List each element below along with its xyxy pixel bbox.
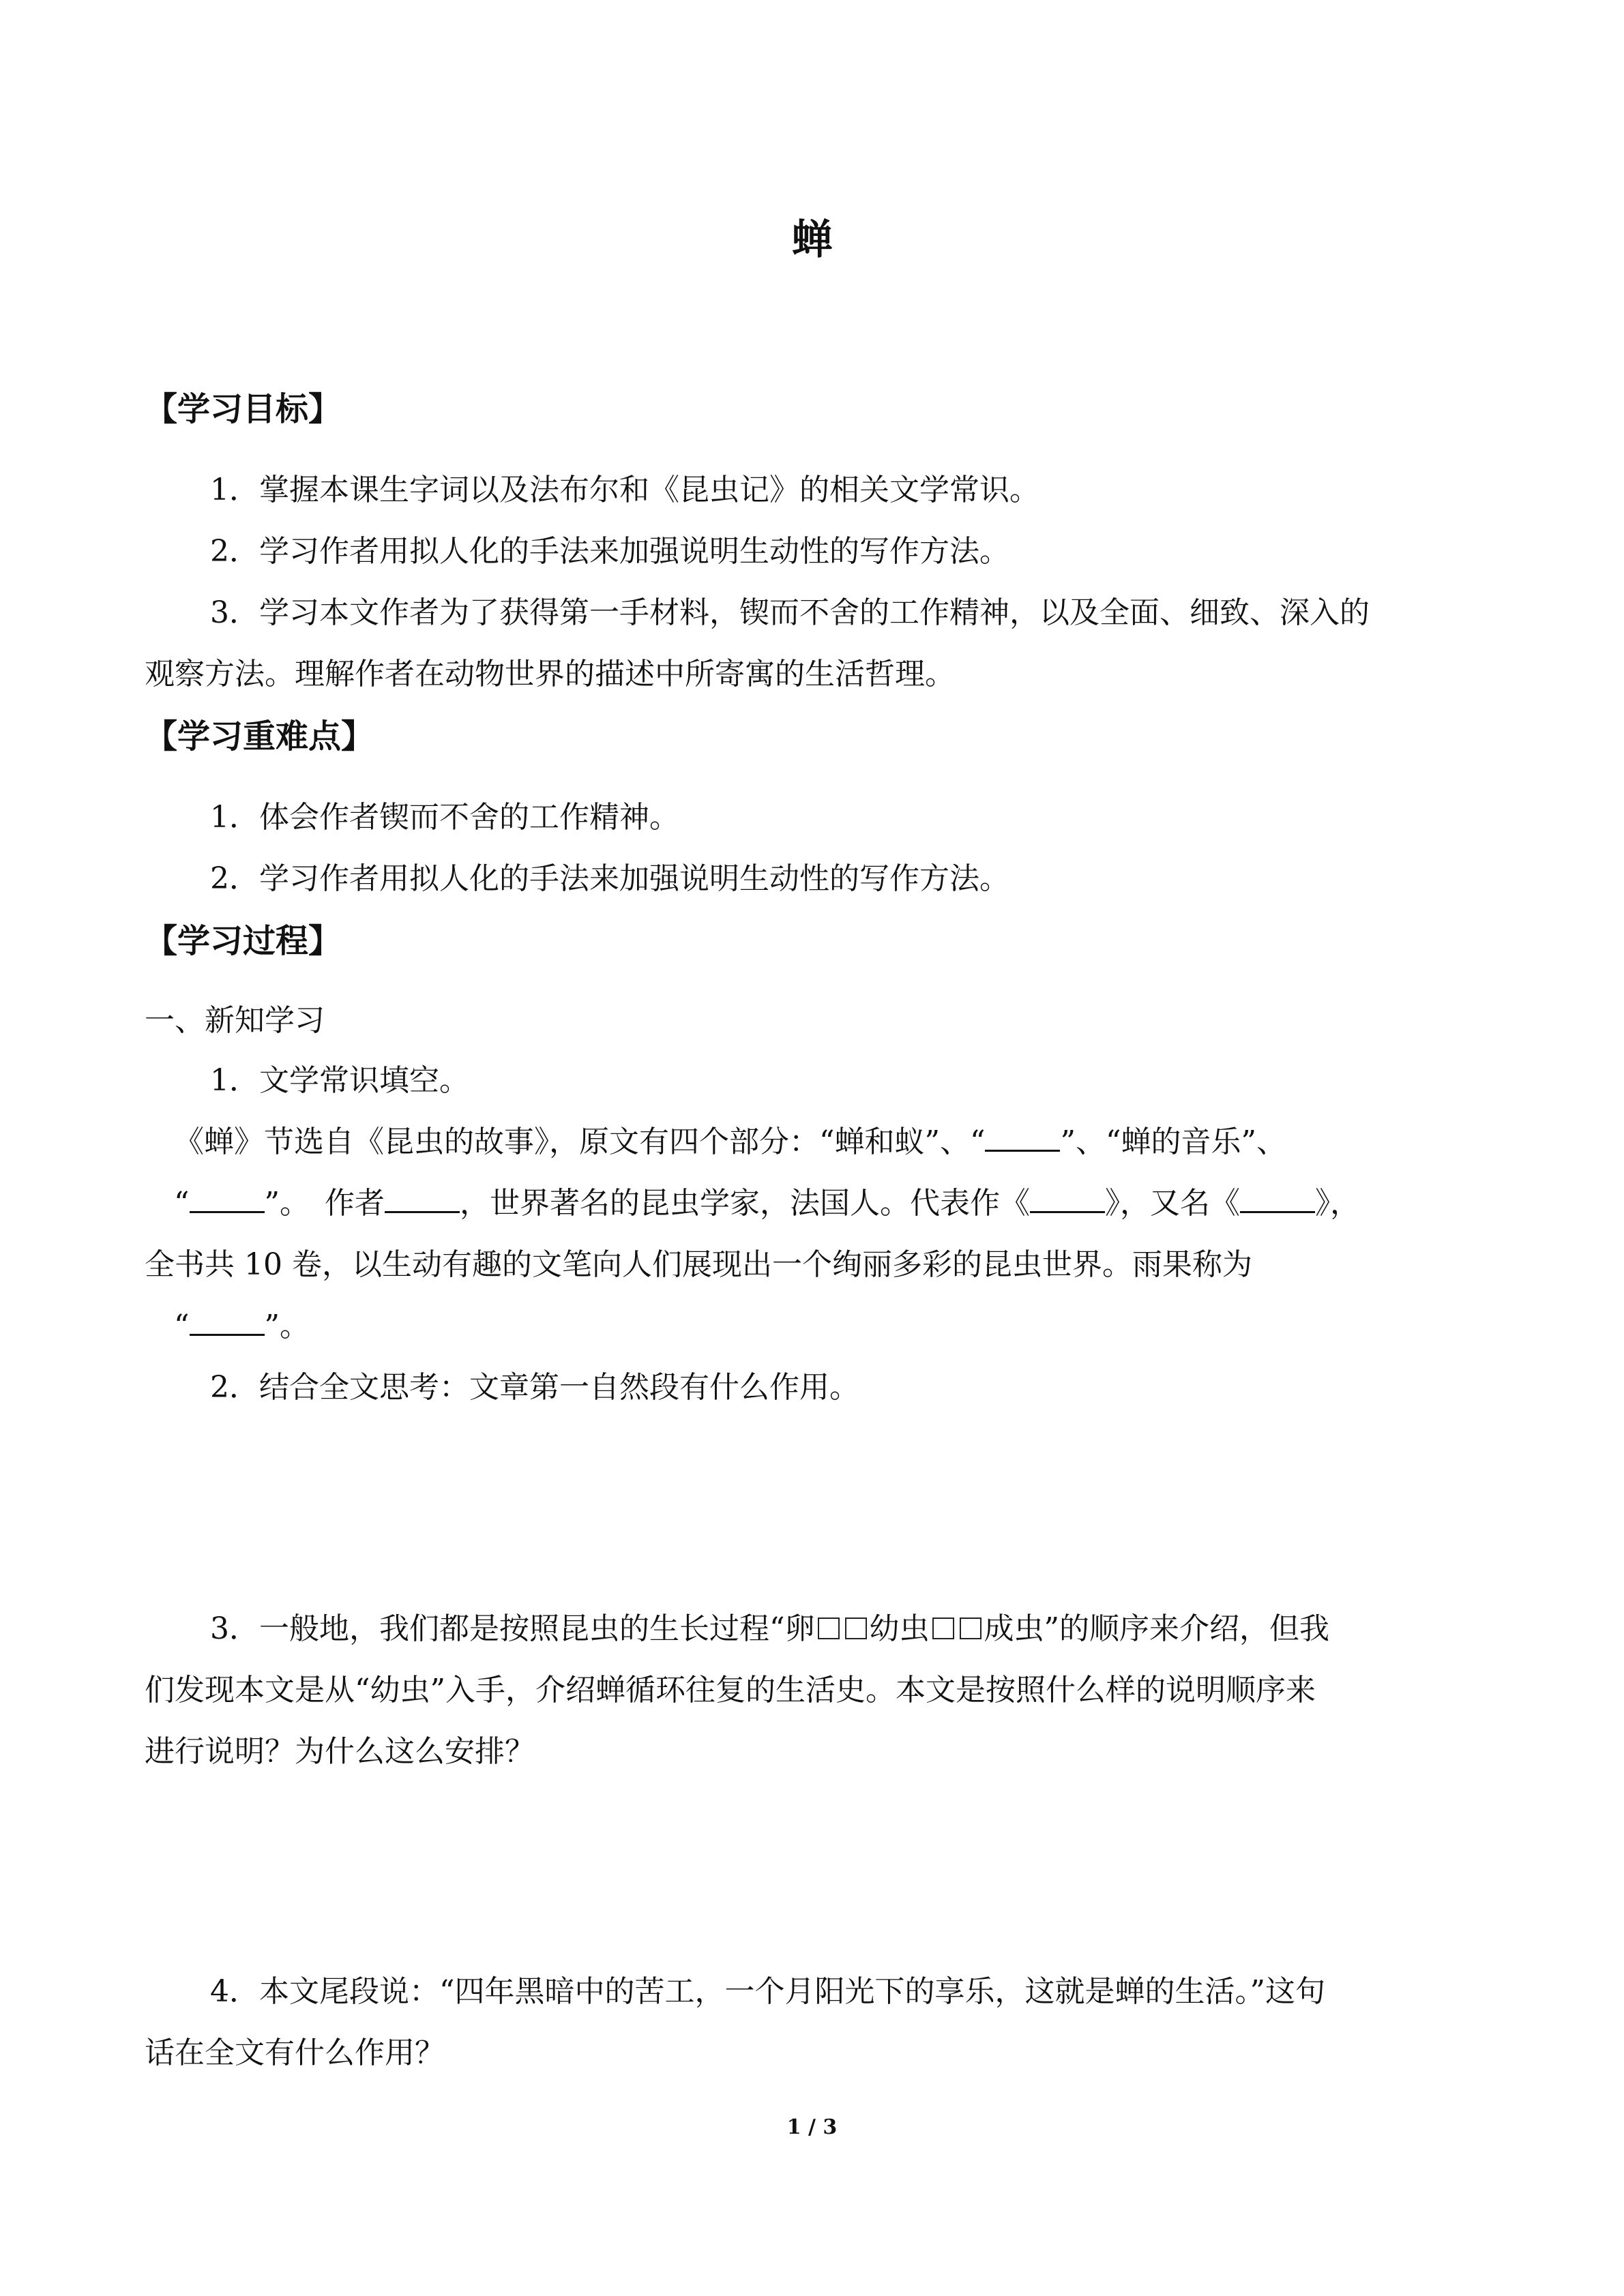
goal-item-2: 2．学习作者用拟人化的手法来加强说明生动性的写作方法。	[210, 534, 1009, 569]
fill-blank[interactable]	[385, 1184, 460, 1213]
question-1-title: 1．文学常识填空。	[210, 1063, 469, 1098]
section-heading-key-points: 【学习重难点】	[145, 717, 374, 756]
key-point-item-2: 2．学习作者用拟人化的手法来加强说明生动性的写作方法。	[210, 861, 1009, 896]
part-title-new-knowledge: 一、新知学习	[145, 1003, 325, 1038]
page-number: 1 / 3	[786, 2115, 838, 2139]
placeholder-box	[845, 1617, 867, 1639]
goal-item-1: 1．掌握本课生字词以及法布尔和《昆虫记》的相关文学常识。	[210, 473, 1039, 507]
question-4-line-1: 4．本文尾段说：“四年黑暗中的苦工，一个月阳光下的享乐，这就是蝉的生活。”这句	[210, 1974, 1325, 2009]
question-1-line-4: “ ”。	[174, 1307, 310, 1346]
question-1-line-2: “ ”。 作者 ，世界著名的昆虫学家，法国人。代表作《 》，又名《 》，	[174, 1184, 1360, 1223]
placeholder-box	[818, 1617, 840, 1639]
fill-blank[interactable]	[1240, 1184, 1315, 1213]
question-2: 2．结合全文思考：文章第一自然段有什么作用。	[210, 1370, 859, 1405]
fill-blank[interactable]	[190, 1184, 265, 1213]
key-point-item-1: 1．体会作者锲而不舍的工作精神。	[210, 800, 679, 835]
placeholder-box	[932, 1617, 954, 1639]
section-heading-process: 【学习过程】	[145, 922, 342, 960]
question-3-line-3: 进行说明？为什么这么安排？	[145, 1734, 535, 1769]
goal-item-3: 3．学习本文作者为了获得第一手材料，锲而不舍的工作精神，以及全面、细致、深入的	[210, 595, 1370, 630]
question-3-line-2: 们发现本文是从“幼虫”入手，介绍蝉循环往复的生活史。本文是按照什么样的说明顺序来	[145, 1673, 1316, 1708]
placeholder-box	[960, 1617, 981, 1639]
fill-blank[interactable]	[190, 1307, 265, 1336]
question-4-line-2: 话在全文有什么作用？	[145, 2036, 445, 2070]
question-1-line-1: 《蝉》节选自《昆虫的故事》，原文有四个部分：“蝉和蚁”、“ ”、“蝉的音乐”、	[174, 1122, 1286, 1162]
goal-item-3-continued: 观察方法。理解作者在动物世界的描述中所寄寓的生活哲理。	[145, 657, 955, 691]
document-title: 蝉	[791, 216, 833, 264]
question-3-line-1: 3．一般地，我们都是按照昆虫的生长过程“卵 幼虫 成虫”的顺序来介绍，但我	[210, 1611, 1329, 1646]
fill-blank[interactable]	[1030, 1184, 1105, 1213]
fill-blank[interactable]	[985, 1122, 1060, 1152]
question-1-line-3: 全书共 10 卷，以生动有趣的文笔向人们展现出一个绚丽多彩的昆虫世界。雨果称为	[145, 1247, 1252, 1282]
section-heading-goals: 【学习目标】	[145, 390, 342, 428]
